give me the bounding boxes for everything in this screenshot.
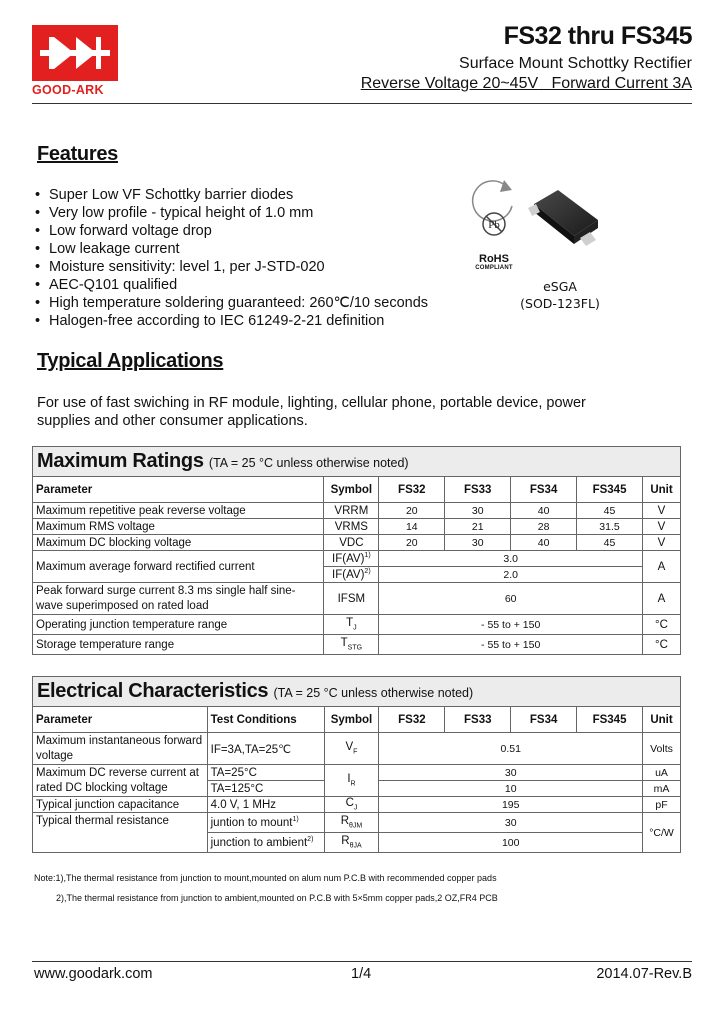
note-2: 2),The thermal resistance from junction to ambient,mounted on P.C.B with 5×5mm copper pads,2 OZ,FR4 PCB bbox=[56, 893, 498, 903]
cell-value: 45 bbox=[577, 503, 643, 519]
elec-title: Electrical Characteristics bbox=[37, 680, 269, 702]
row-condition: junction to ambient bbox=[210, 836, 308, 849]
footer-page-number: 1/4 bbox=[351, 966, 372, 982]
forward-current: Forward Current 3A bbox=[551, 75, 692, 92]
features-heading: Features bbox=[37, 143, 118, 165]
package-code: (SOD-123FL) bbox=[520, 296, 600, 311]
row-unit: A bbox=[642, 551, 680, 583]
col-parameter: Parameter bbox=[33, 477, 324, 503]
cell-value: 20 bbox=[379, 535, 445, 551]
row-symbol: VRMS bbox=[324, 519, 379, 535]
pb-free-icon bbox=[466, 178, 522, 250]
note-ref: 1) bbox=[292, 816, 299, 824]
row-param: Maximum RMS voltage bbox=[33, 519, 324, 535]
row-param: Peak forward surge current 8.3 ms single half sine-wave superimposed on rated load bbox=[33, 583, 324, 615]
package-image bbox=[520, 186, 604, 263]
cell-value: 40 bbox=[511, 503, 577, 519]
symbol-subscript: θJA bbox=[349, 842, 362, 850]
row-symbol: R bbox=[341, 835, 350, 848]
note-ref: 2) bbox=[364, 568, 371, 576]
row-param: Maximum DC blocking voltage bbox=[33, 535, 324, 551]
table-row bbox=[33, 583, 681, 615]
table-row bbox=[33, 797, 681, 813]
row-condition: TA=25°C bbox=[207, 765, 324, 781]
table-row bbox=[33, 733, 681, 765]
cell-value: 20 bbox=[379, 503, 445, 519]
table-row bbox=[33, 535, 681, 551]
row-unit: pF bbox=[642, 797, 680, 813]
symbol-subscript: J bbox=[353, 624, 357, 632]
row-unit: V bbox=[642, 503, 680, 519]
cell-value: 30 bbox=[445, 503, 511, 519]
row-unit: °C bbox=[642, 635, 680, 655]
symbol-subscript: R bbox=[350, 780, 356, 788]
pb-mark: Pb bbox=[488, 219, 500, 231]
col-fs345: FS345 bbox=[577, 707, 643, 733]
cell-value: - 55 to + 150 bbox=[379, 615, 643, 635]
col-symbol: Symbol bbox=[324, 477, 379, 503]
feature-item: • Low leakage current bbox=[35, 240, 428, 258]
cell-value: 2.0 bbox=[379, 567, 643, 583]
max-ratings-table bbox=[32, 446, 681, 655]
col-fs33: FS33 bbox=[445, 477, 511, 503]
footer-revision: 2014.07-Rev.B bbox=[596, 966, 692, 982]
row-param: Maximum average forward rectified current bbox=[33, 551, 324, 583]
max-ratings-title: Maximum Ratings bbox=[37, 450, 204, 472]
col-unit: Unit bbox=[642, 707, 680, 733]
cell-value: 14 bbox=[379, 519, 445, 535]
feature-item: • High temperature soldering guaranteed: 260℃/10 seconds bbox=[35, 294, 428, 312]
feature-item: • AEC-Q101 qualified bbox=[35, 276, 428, 294]
feature-item: • Very low profile - typical height of 1.0 mm bbox=[35, 204, 428, 222]
cell-value: 30 bbox=[379, 813, 643, 833]
table-row bbox=[33, 765, 681, 781]
row-unit: °C bbox=[642, 615, 680, 635]
symbol-subscript: STG bbox=[347, 644, 363, 652]
reverse-voltage: Reverse Voltage 20~45V bbox=[360, 75, 539, 92]
header bbox=[361, 22, 692, 93]
applications-text: For use of fast swiching in RF module, lighting, cellular phone, portable device, power supplies and other consumer applications. bbox=[37, 395, 586, 429]
row-symbol: IF(AV) bbox=[332, 568, 365, 581]
row-unit: V bbox=[642, 535, 680, 551]
row-param: Typical junction capacitance bbox=[33, 797, 208, 813]
row-condition: juntion to mount bbox=[210, 816, 293, 829]
table-row bbox=[33, 519, 681, 535]
row-unit: V bbox=[642, 519, 680, 535]
row-unit: uA bbox=[642, 765, 680, 781]
cell-value: 3.0 bbox=[379, 551, 643, 567]
feature-item: • Halogen-free according to IEC 61249-2-21 definition bbox=[35, 312, 428, 330]
max-ratings-header bbox=[33, 447, 681, 477]
rohs-badge bbox=[466, 178, 522, 271]
row-symbol: R bbox=[340, 815, 350, 828]
feature-item: • Moisture sensitivity: level 1, per J-STD-020 bbox=[35, 258, 428, 276]
cell-value: 10 bbox=[379, 781, 643, 797]
row-symbol: T bbox=[340, 637, 348, 650]
col-symbol: Symbol bbox=[324, 707, 379, 733]
table-row bbox=[33, 551, 681, 567]
cell-value: 30 bbox=[445, 535, 511, 551]
logo-mark bbox=[32, 25, 118, 81]
cell-value: 40 bbox=[511, 535, 577, 551]
cell-value: 100 bbox=[379, 833, 643, 853]
row-symbol: VRRM bbox=[324, 503, 379, 519]
package-label bbox=[518, 278, 602, 312]
cell-value: 0.51 bbox=[379, 733, 643, 765]
cell-value: 21 bbox=[445, 519, 511, 535]
footer-website[interactable]: www.goodark.com bbox=[34, 966, 153, 982]
page-title: FS32 thru FS345 bbox=[503, 22, 692, 50]
ratings-summary bbox=[361, 75, 692, 93]
row-symbol: T bbox=[346, 617, 354, 630]
diode-logo-icon bbox=[32, 25, 118, 81]
cell-value: 28 bbox=[511, 519, 577, 535]
symbol-subscript: F bbox=[353, 748, 358, 756]
feature-item: • Low forward voltage drop bbox=[35, 222, 428, 240]
cell-value: - 55 to + 150 bbox=[379, 635, 643, 655]
col-fs33: FS33 bbox=[445, 707, 511, 733]
table-row bbox=[33, 615, 681, 635]
table-column-headers bbox=[33, 477, 681, 503]
row-symbol: V bbox=[345, 741, 354, 754]
package-name: eSGA bbox=[543, 279, 577, 294]
row-symbol: IFSM bbox=[324, 583, 379, 615]
note-ref: 1) bbox=[364, 552, 371, 560]
rohs-caption: COMPLIANT bbox=[475, 265, 513, 271]
col-fs34: FS34 bbox=[511, 707, 577, 733]
header-divider bbox=[32, 103, 692, 104]
row-param: Typical thermal resistance bbox=[33, 813, 208, 853]
table-row bbox=[33, 503, 681, 519]
elec-header bbox=[33, 677, 681, 707]
table-column-headers bbox=[33, 707, 681, 733]
max-ratings-note: (TA = 25 °C unless otherwise noted) bbox=[208, 456, 409, 470]
cell-value: 195 bbox=[379, 797, 643, 813]
cell-value: 45 bbox=[577, 535, 643, 551]
note-ref: 2) bbox=[307, 836, 314, 844]
row-param: Maximum DC reverse current at rated DC blocking voltage bbox=[33, 765, 208, 797]
note-1: Note:1),The thermal resistance from junction to mount,mounted on alum num P.C.B with recommended copper pads bbox=[34, 873, 497, 883]
page-subtitle: Surface Mount Schottky Rectifier bbox=[459, 55, 692, 72]
table-row bbox=[33, 813, 681, 833]
sod123fl-package-icon bbox=[520, 186, 604, 258]
row-symbol: IF(AV) bbox=[332, 552, 365, 565]
row-param: Storage temperature range bbox=[33, 635, 324, 655]
row-unit: °C/W bbox=[642, 813, 680, 853]
col-fs34: FS34 bbox=[511, 477, 577, 503]
col-test-conditions: Test Conditions bbox=[207, 707, 324, 733]
col-fs32: FS32 bbox=[379, 707, 445, 733]
rohs-title: RoHS bbox=[479, 253, 509, 265]
row-unit: A bbox=[642, 583, 680, 615]
row-condition: IF=3A,TA=25℃ bbox=[207, 733, 324, 765]
table-row bbox=[33, 635, 681, 655]
row-condition: TA=125°C bbox=[207, 781, 324, 797]
col-parameter: Parameter bbox=[33, 707, 208, 733]
brand-logo bbox=[32, 25, 118, 97]
row-unit: Volts bbox=[642, 733, 680, 765]
row-condition: 4.0 V, 1 MHz bbox=[207, 797, 324, 813]
symbol-subscript: θJM bbox=[349, 822, 363, 830]
feature-item: • Super Low VF Schottky barrier diodes bbox=[35, 186, 428, 204]
electrical-characteristics-table bbox=[32, 676, 681, 853]
row-param: Maximum instantaneous forward voltage bbox=[33, 733, 208, 765]
row-symbol: VDC bbox=[324, 535, 379, 551]
cell-value: 31.5 bbox=[577, 519, 643, 535]
symbol-subscript: J bbox=[353, 804, 358, 812]
row-param: Operating junction temperature range bbox=[33, 615, 324, 635]
footer-divider bbox=[32, 961, 692, 962]
features-list bbox=[35, 186, 428, 330]
cell-value: 60 bbox=[379, 583, 643, 615]
applications-heading: Typical Applications bbox=[37, 350, 224, 372]
row-symbol: I bbox=[347, 773, 351, 786]
col-fs32: FS32 bbox=[379, 477, 445, 503]
row-param: Maximum repetitive peak reverse voltage bbox=[33, 503, 324, 519]
brand-name: GOOD-ARK bbox=[32, 83, 104, 97]
row-symbol: C bbox=[345, 797, 354, 810]
cell-value: 30 bbox=[379, 765, 643, 781]
col-unit: Unit bbox=[642, 477, 680, 503]
elec-note: (TA = 25 °C unless otherwise noted) bbox=[273, 686, 474, 700]
table-notes bbox=[34, 868, 498, 908]
col-fs345: FS345 bbox=[577, 477, 643, 503]
row-unit: mA bbox=[642, 781, 680, 797]
